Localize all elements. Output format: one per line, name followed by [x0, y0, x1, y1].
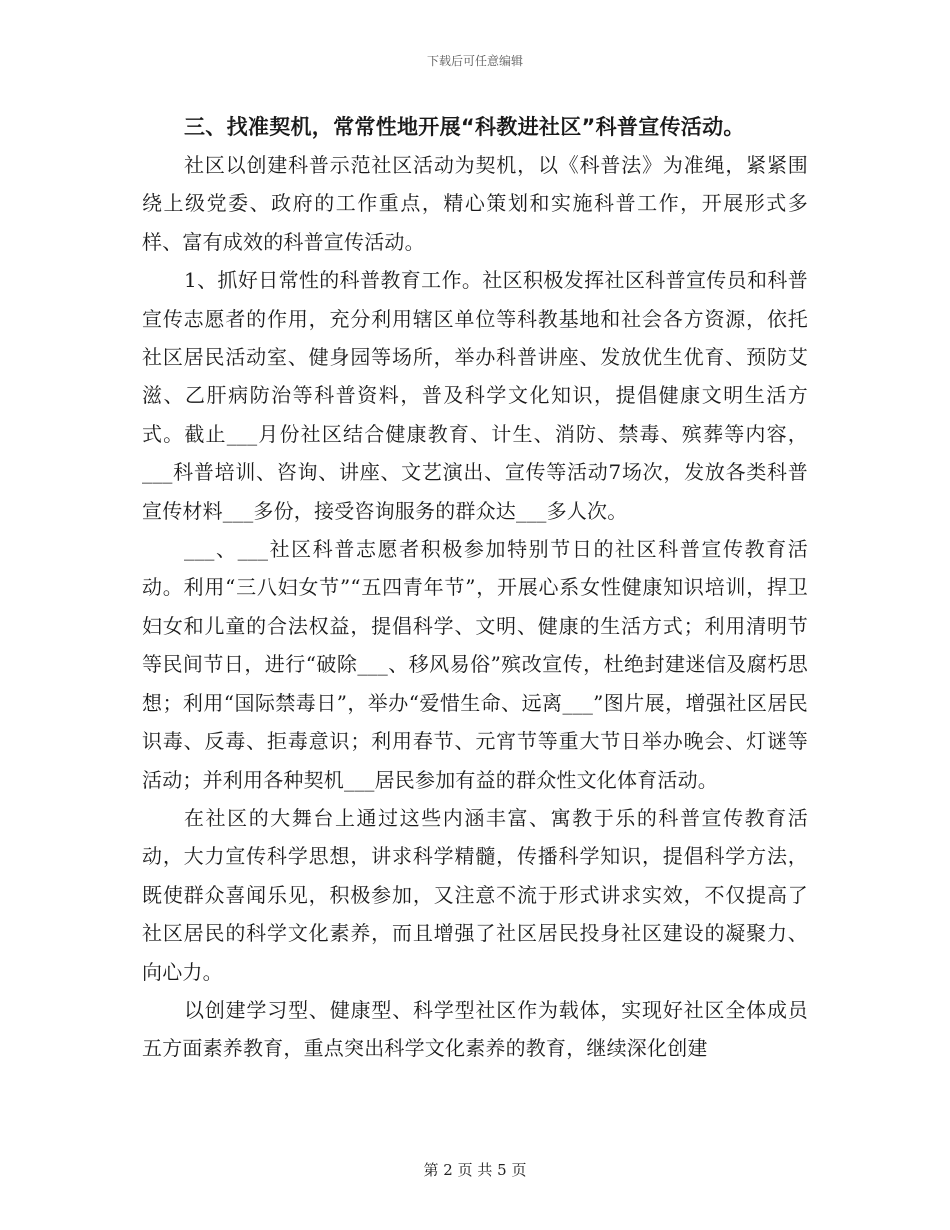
paragraph-intro: 社区以创建科普示范社区活动为契机，以《科普法》为准绳，紧紧围绕上级党委、政府的工作重点，精心策划和实施科普工作，开展形式多样、富有成效的科普宣传活动。 — [142, 153, 808, 254]
paragraph-learning-community: 以创建学习型、健康型、科学型社区作为载体，实现好社区全体成员五方面素养教育，重点突出科学文化素养的教育，继续深化创建 — [142, 997, 808, 1061]
paragraph-stage-summary: 在社区的大舞台上通过这些内涵丰富、寓教于乐的科普宣传教育活动，大力宣传科学思想，讲求科学精髓，传播科学知识，提倡科学方法，既使群众喜闻乐见，积极参加，又注意不流于形式讲求实效，不仅提高了社区居民的科学文化素养，而且增强了社区居民投身社区建设的凝聚力、向心力。 — [142, 805, 808, 984]
section-heading: 三、找准契机，常常性地开展“科教进社区”科普宣传活动。 — [184, 115, 745, 139]
paragraph-festival-activities: ___、___社区科普志愿者积极参加特别节日的社区科普宣传教育活动。利用“三八妇女节”“五四青年节”，开展心系女性健康知识培训，捍卫妇女和儿童的合法权益，提倡科学、文明、健康的生活方式；利用清明节等民间节日，进行“破除___、移风易俗”殡改宣传，杜绝封建迷信及腐朽思想；利用“国际禁毒日”，举办“爱惜生命、远离___”图片展，增强社区居民识毒、反毒、拒毒意识；利用春节、元宵节等重大节日举办晚会、灯谜等活动；并利用各种契机___居民参加有益的群众性文化体育活动。 — [142, 537, 808, 792]
page-number: 第 2 页 共 5 页 — [423, 1161, 527, 1179]
paragraph-daily-education: 1、抓好日常性的科普教育工作。社区积极发挥社区科普宣传员和科普宣传志愿者的作用，充分利用辖区单位等科教基地和社会各方资源，依托社区居民活动室、健身园等场所，举办科普讲座、发放优生优育、预防艾滋、乙肝病防治等科普资料，普及科学文化知识，提倡健康文明生活方式。截止___月份社区结合健康教育、计生、消防、禁毒、殡葬等内容，___科普培训、咨询、讲座、文艺演出、宣传等活动7场次，发放各类科普宣传材料___多份，接受咨询服务的群众达___多人次。 — [142, 268, 808, 523]
page-header-note: 下载后可任意编辑 — [426, 54, 523, 68]
document-body — [142, 108, 808, 1068]
